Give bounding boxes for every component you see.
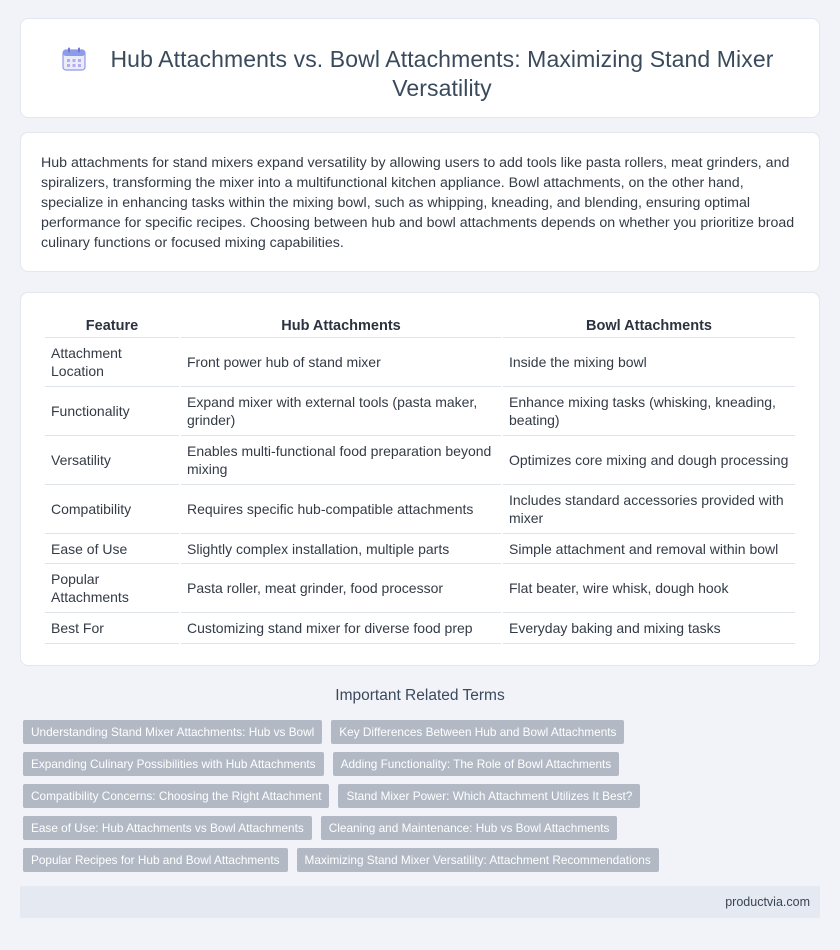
- cell-bowl: Everyday baking and mixing tasks: [503, 613, 795, 644]
- cell-feature: Compatibility: [45, 485, 179, 534]
- cell-feature: Functionality: [45, 387, 179, 436]
- related-terms-list: [23, 720, 823, 880]
- cell-bowl: Simple attachment and removal within bowl: [503, 534, 795, 564]
- cell-bowl: Inside the mixing bowl: [503, 338, 795, 387]
- footer: [20, 886, 820, 918]
- header-bowl: Bowl Attachments: [503, 311, 795, 338]
- intro-paragraph: Hub attachments for stand mixers expand versatility by allowing users to add tools like pasta rollers, meat grinders, and spiralizers, transforming the mixer into a multifunctional kitchen appliance. Bowl attachments, on the other hand, specialize in enhancing tasks within the mixing bowl, such as whipping, kneading, and blending, ensuring optimal performance for specific recipes. Choosing between hub and bowl attachments depends on whether you prioritize broad culinary functions or focused mixing capabilities.: [41, 155, 795, 251]
- header-feature: Feature: [45, 311, 179, 338]
- cell-feature: Ease of Use: [45, 534, 179, 564]
- cell-hub: Expand mixer with external tools (pasta maker, grinder): [181, 387, 501, 436]
- cell-feature: Popular Attachments: [45, 564, 179, 613]
- cell-hub: Enables multi-functional food preparation beyond mixing: [181, 436, 501, 485]
- table-row: [45, 338, 795, 387]
- table-row: [45, 613, 795, 644]
- table-header-row: [45, 311, 795, 338]
- cell-hub: Customizing stand mixer for diverse food prep: [181, 613, 501, 644]
- tag-row: [23, 816, 823, 840]
- related-term-tag[interactable]: Adding Functionality: The Role of Bowl Attachments: [333, 752, 620, 776]
- related-term-tag[interactable]: Popular Recipes for Hub and Bowl Attachments: [23, 848, 288, 872]
- cell-feature: Best For: [45, 613, 179, 644]
- related-term-tag[interactable]: Understanding Stand Mixer Attachments: Hub vs Bowl: [23, 720, 322, 744]
- title-card: [20, 18, 820, 118]
- related-term-tag[interactable]: Stand Mixer Power: Which Attachment Utilizes It Best?: [338, 784, 640, 808]
- cell-hub: Slightly complex installation, multiple parts: [181, 534, 501, 564]
- cell-hub: Front power hub of stand mixer: [181, 338, 501, 387]
- comparison-table: [43, 311, 797, 644]
- cell-bowl: Enhance mixing tasks (whisking, kneading, beating): [503, 387, 795, 436]
- cell-feature: Attachment Location: [45, 338, 179, 387]
- tag-row: [23, 752, 823, 776]
- table-row: [45, 564, 795, 613]
- tag-row: [23, 720, 823, 744]
- header-hub: Hub Attachments: [181, 311, 501, 338]
- cell-bowl: Optimizes core mixing and dough processing: [503, 436, 795, 485]
- related-term-tag[interactable]: Expanding Culinary Possibilities with Hub Attachments: [23, 752, 324, 776]
- related-term-tag[interactable]: Key Differences Between Hub and Bowl Attachments: [331, 720, 624, 744]
- table-row: [45, 534, 795, 564]
- tag-row: [23, 848, 823, 872]
- cell-bowl: Includes standard accessories provided with mixer: [503, 485, 795, 534]
- cell-feature: Versatility: [45, 436, 179, 485]
- related-term-tag[interactable]: Compatibility Concerns: Choosing the Right Attachment: [23, 784, 329, 808]
- related-term-tag[interactable]: Maximizing Stand Mixer Versatility: Attachment Recommendations: [297, 848, 659, 872]
- title-wrap: [21, 19, 819, 103]
- comparison-table-card: [20, 292, 820, 666]
- intro-card: [20, 132, 820, 272]
- related-terms-heading: Important Related Terms: [335, 687, 505, 704]
- cell-hub: Requires specific hub-compatible attachments: [181, 485, 501, 534]
- table-row: [45, 387, 795, 436]
- table-row: [45, 485, 795, 534]
- page-title: Hub Attachments vs. Bowl Attachments: Maximizing Stand Mixer Versatility: [110, 46, 774, 101]
- cell-hub: Pasta roller, meat grinder, food processor: [181, 564, 501, 613]
- related-term-tag[interactable]: Ease of Use: Hub Attachments vs Bowl Attachments: [23, 816, 312, 840]
- site-name[interactable]: productvia.com: [725, 895, 810, 909]
- tag-row: [23, 784, 823, 808]
- related-term-tag[interactable]: Cleaning and Maintenance: Hub vs Bowl Attachments: [321, 816, 618, 840]
- table-row: [45, 436, 795, 485]
- cell-bowl: Flat beater, wire whisk, dough hook: [503, 564, 795, 613]
- calendar-icon: [61, 46, 87, 72]
